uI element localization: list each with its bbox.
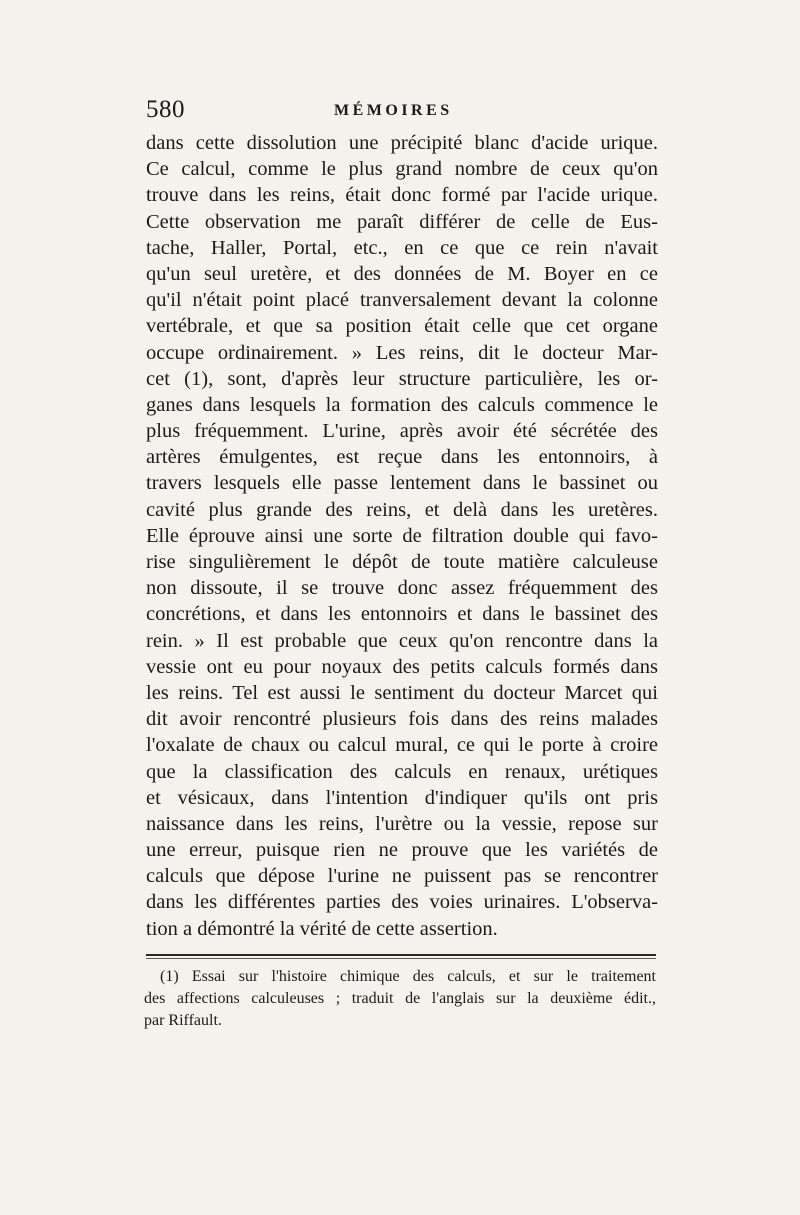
text-line: Elle éprouve ainsi une sorte de filtration double qui favo- [146, 524, 658, 547]
page-header [146, 96, 658, 132]
text-line: rise singulièrement le dépôt de toute matière calculeuse [146, 551, 658, 573]
text-line: l'oxalate de chaux ou calcul mural, ce qui le porte à croire [146, 734, 658, 757]
text-line: dans les différentes parties des voies urinaires. L'observa- [146, 891, 658, 914]
text-line: cet (1), sont, d'après leur structure particulière, les or- [146, 367, 658, 390]
text-line: Cette observation me paraît différer de celle de Eus- [146, 210, 658, 233]
text-line: tache, Haller, Portal, etc., en ce que ce rein n'avait [146, 236, 658, 259]
text-line: occupe ordinairement. » Les reins, dit le docteur Mar- [146, 341, 658, 364]
footnote-line: (1) Essai sur l'histoire chimique des calculs, et sur le traitement [160, 968, 656, 985]
text-line: et vésicaux, dans l'intention d'indiquer qu'ils ont pris [146, 786, 658, 809]
text-line: trouve dans les reins, était donc formé par l'acide urique. [146, 184, 658, 207]
text-line: artères émulgentes, est reçue dans les entonnoirs, à [146, 446, 658, 469]
text-line: cavité plus grande des reins, et delà dans les uretères. [146, 498, 658, 521]
footnote-rule [146, 954, 656, 956]
text-line: que la classification des calculs en renaux, urétiques [146, 760, 658, 783]
text-line: les reins. Tel est aussi le sentiment du docteur Marcet qui [146, 681, 658, 704]
text-line: dit avoir rencontré plusieurs fois dans des reins malades [146, 708, 658, 731]
text-line: naissance dans les reins, l'urètre ou la vessie, repose sur [146, 812, 658, 835]
text-line: non dissoute, il se trouve donc assez fréquemment des [146, 577, 658, 600]
text-line: travers lesquels elle passe lentement dans le bassinet ou [146, 472, 658, 495]
footnote-line: par Riffault. [144, 1012, 222, 1029]
footnote-rule-thin [146, 958, 656, 959]
text-line: Ce calcul, comme le plus grand nombre de ceux qu'on [146, 158, 658, 181]
text-line: ganes dans lesquels la formation des calculs commence le [146, 393, 658, 416]
text-line: rein. » Il est probable que ceux qu'on rencontre dans la [146, 629, 658, 652]
text-line: calculs que dépose l'urine ne puissent pas se rencontrer [146, 865, 658, 888]
body-text [146, 130, 658, 942]
footnote [144, 966, 656, 1032]
running-head: MÉMOIRES [334, 102, 453, 119]
text-line: vertébrale, et que sa position était celle que cet organe [146, 315, 658, 338]
page-number: 580 [146, 96, 185, 123]
text-line: plus fréquemment. L'urine, après avoir été sécrétée des [146, 420, 658, 443]
text-line: dans cette dissolution une précipité blanc d'acide urique. [146, 132, 658, 154]
text-line: concrétions, et dans les entonnoirs et dans le bassinet des [146, 603, 658, 626]
footnote-line: des affections calculeuses ; traduit de l'anglais sur la deuxième édit., [144, 990, 656, 1007]
text-line: qu'il n'était point placé tranversalement devant la colonne [146, 289, 658, 312]
text-line: tion a démontré la vérité de cette assertion. [146, 917, 498, 940]
text-line: qu'un seul uretère, et des données de M. Boyer en ce [146, 262, 658, 285]
text-line: vessie ont eu pour noyaux des petits calculs formés dans [146, 655, 658, 678]
text-line: une erreur, puisque rien ne prouve que les variétés de [146, 839, 658, 862]
